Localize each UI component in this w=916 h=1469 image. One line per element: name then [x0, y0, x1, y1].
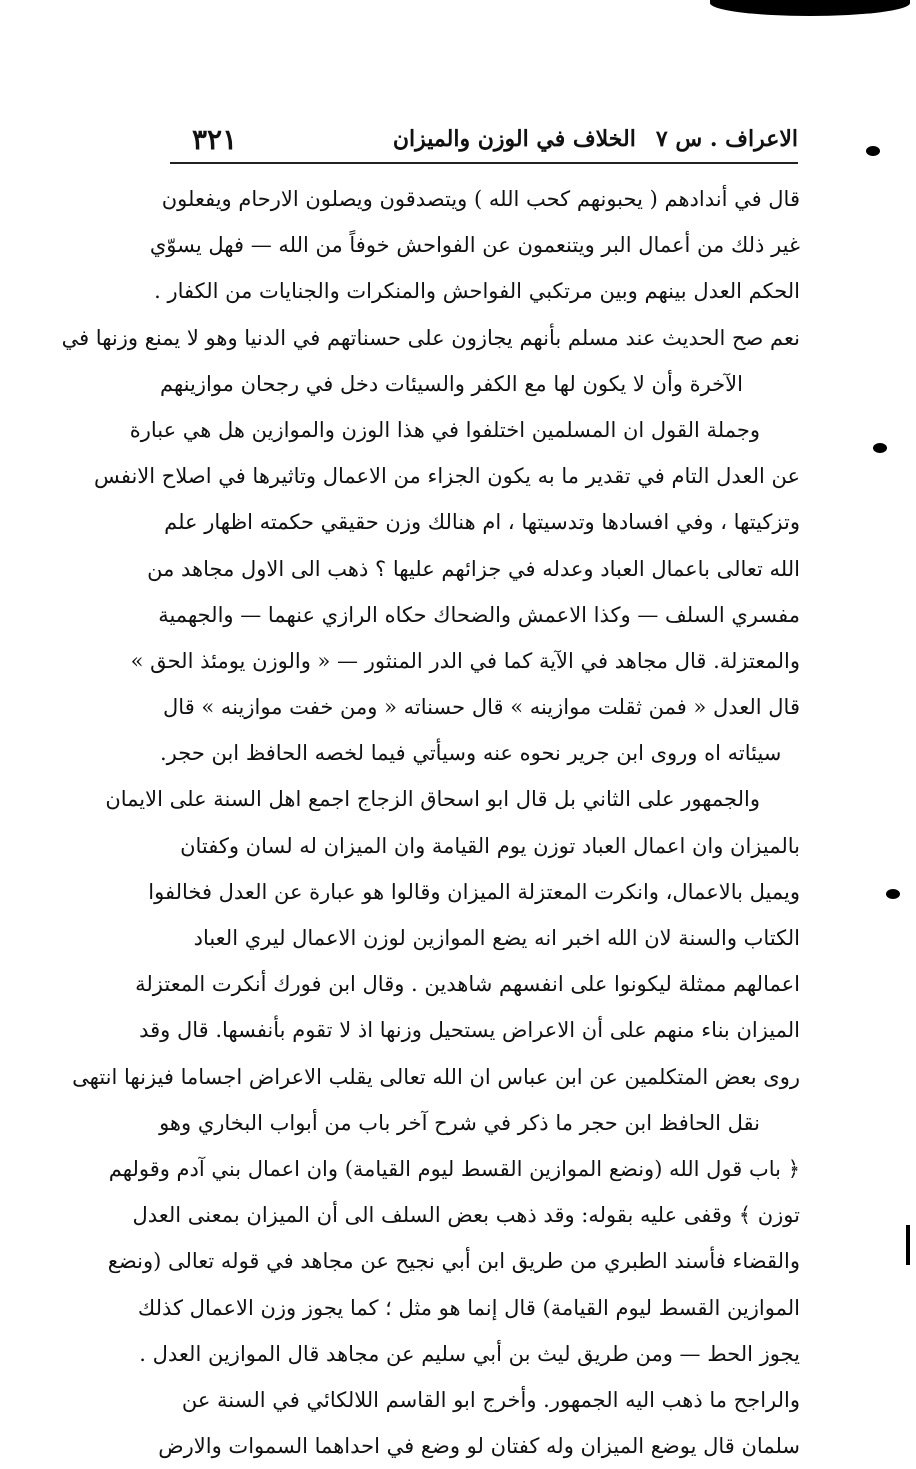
page-number: ٣٢١: [192, 122, 238, 156]
text-line: ﴿ باب قول الله (ونضع الموازين القسط ليوم القيامة) وان اعمال بني آدم وقولهم: [108, 1156, 800, 1181]
text-line: والراجح ما ذهب اليه الجمهور. وأخرج ابو القاسم اللالكائي في السنة عن: [181, 1387, 800, 1412]
text-line: سيئاته اه وروى ابن جرير نحوه عنه وسيأتي فيما لخصه الحافظ ابن حجر.: [160, 741, 782, 766]
text-line: الآخرة وأن لا يكون لها مع الكفر والسيئات دخل في رجحان موازينهم: [160, 371, 743, 396]
text-line: والمعتزلة. قال مجاهد في الآية كما في الدر المنثور — « والوزن يومئذ الحق »: [130, 648, 800, 673]
text-line: نقل الحافظ ابن حجر ما ذكر في شرح آخر باب من أبواب البخاري وهو: [159, 1110, 760, 1135]
text-line: اعمالهم ممثلة ليكونوا على انفسهم شاهدين . وقال ابن فورك أنكرت المعتزلة: [135, 972, 800, 997]
text-line: الحكم العدل بينهم وبين مرتكبي الفواحش والمنكرات والجنايات من الكفار .: [154, 279, 800, 304]
text-line: وتزكيتها ، وفي افسادها وتدسيتها ، ام هنالك وزن حقيقي حكمته اظهار علم: [164, 510, 800, 535]
header-title: الخلاف في الوزن والميزان: [392, 126, 636, 152]
text-line: بالميزان وان اعمال العباد توزن يوم القيامة وان الميزان له لسان وكفتان: [180, 833, 800, 858]
ink-blot: [710, 0, 910, 16]
text-line: والقضاء فأسند الطبري من طريق ابن أبي نجيح عن مجاهد في قوله تعالى (ونضع: [107, 1249, 800, 1274]
text-line: ويميل بالاعمال، وانكرت المعتزلة الميزان وقالوا هو عبارة عن العدل فخالفوا: [148, 879, 800, 904]
margin-ink-spot: [886, 889, 900, 899]
text-line: يجوز الحط — ومن طريق ليث بن أبي سليم عن مجاهد قال الموازين العدل .: [139, 1341, 800, 1366]
running-head: الاعراف . س ٧: [655, 126, 798, 152]
text-line: غير ذلك من أعمال البر ويتنعمون عن الفواحش خوفاً من الله — فهل يسوّي: [149, 233, 800, 258]
page-edge-mark: [906, 1225, 910, 1265]
text-line: الميزان بناء منهم على أن الاعراض يستحيل وزنها اذ لا تقوم بأنفسها. قال وقد: [139, 1018, 800, 1043]
body-text: [61, 176, 800, 1469]
text-line: الكتاب والسنة لان الله اخبر انه يضع الموازين لوزن الاعمال ليري العباد: [193, 926, 800, 950]
text-line: الله تعالى باعمال العباد وعدله في جزائهم عليها ؟ ذهب الى الاول مجاهد من: [147, 556, 800, 581]
page-header: [170, 118, 798, 160]
text-line: والجمهور على الثاني بل قال ابو اسحاق الزجاج اجمع اهل السنة على الايمان: [105, 787, 760, 812]
text-line: عن العدل التام في تقدير ما به يكون الجزاء من الاعمال وتاثيرها في اصلاح الانفس: [94, 464, 800, 489]
text-line: نعم صح الحديث عند مسلم بأنهم يجازون على حسناتهم في الدنيا وهو لا يمنع وزنها في: [61, 325, 800, 350]
text-line: الموازين القسط ليوم القيامة) قال إنما هو مثل ؛ كما يجوز وزن الاعمال كذلك: [137, 1295, 800, 1320]
header-rule: [170, 162, 798, 164]
text-line: قال العدل « فمن ثقلت موازينه » قال حسناته « ومن خفت موازينه » قال: [163, 695, 800, 720]
text-line: توزن ﴾ وقفى عليه بقوله: وقد ذهب بعض السلف الى أن الميزان بمعنى العدل: [132, 1203, 800, 1228]
text-line: سلمان قال يوضع الميزان وله كفتان لو وضع في احداهما السموات والارض: [158, 1434, 800, 1459]
text-line: قال في أندادهم ( يحبونهم كحب الله ) ويتصدقون ويصلون الارحام ويفعلون: [161, 187, 800, 211]
text-line: روى بعض المتكلمين عن ابن عباس ان الله تعالى يقلب الاعراض اجساما فيزنها انتهى: [72, 1064, 800, 1089]
margin-ink-spot: [873, 443, 887, 453]
margin-ink-spot: [866, 146, 880, 156]
text-line: وجملة القول ان المسلمين اختلفوا في هذا الوزن والموازين هل هي عبارة: [129, 417, 760, 442]
text-line: مفسري السلف — وكذا الاعمش والضحاك حكاه الرازي عنهما — والجهمية: [158, 602, 800, 627]
